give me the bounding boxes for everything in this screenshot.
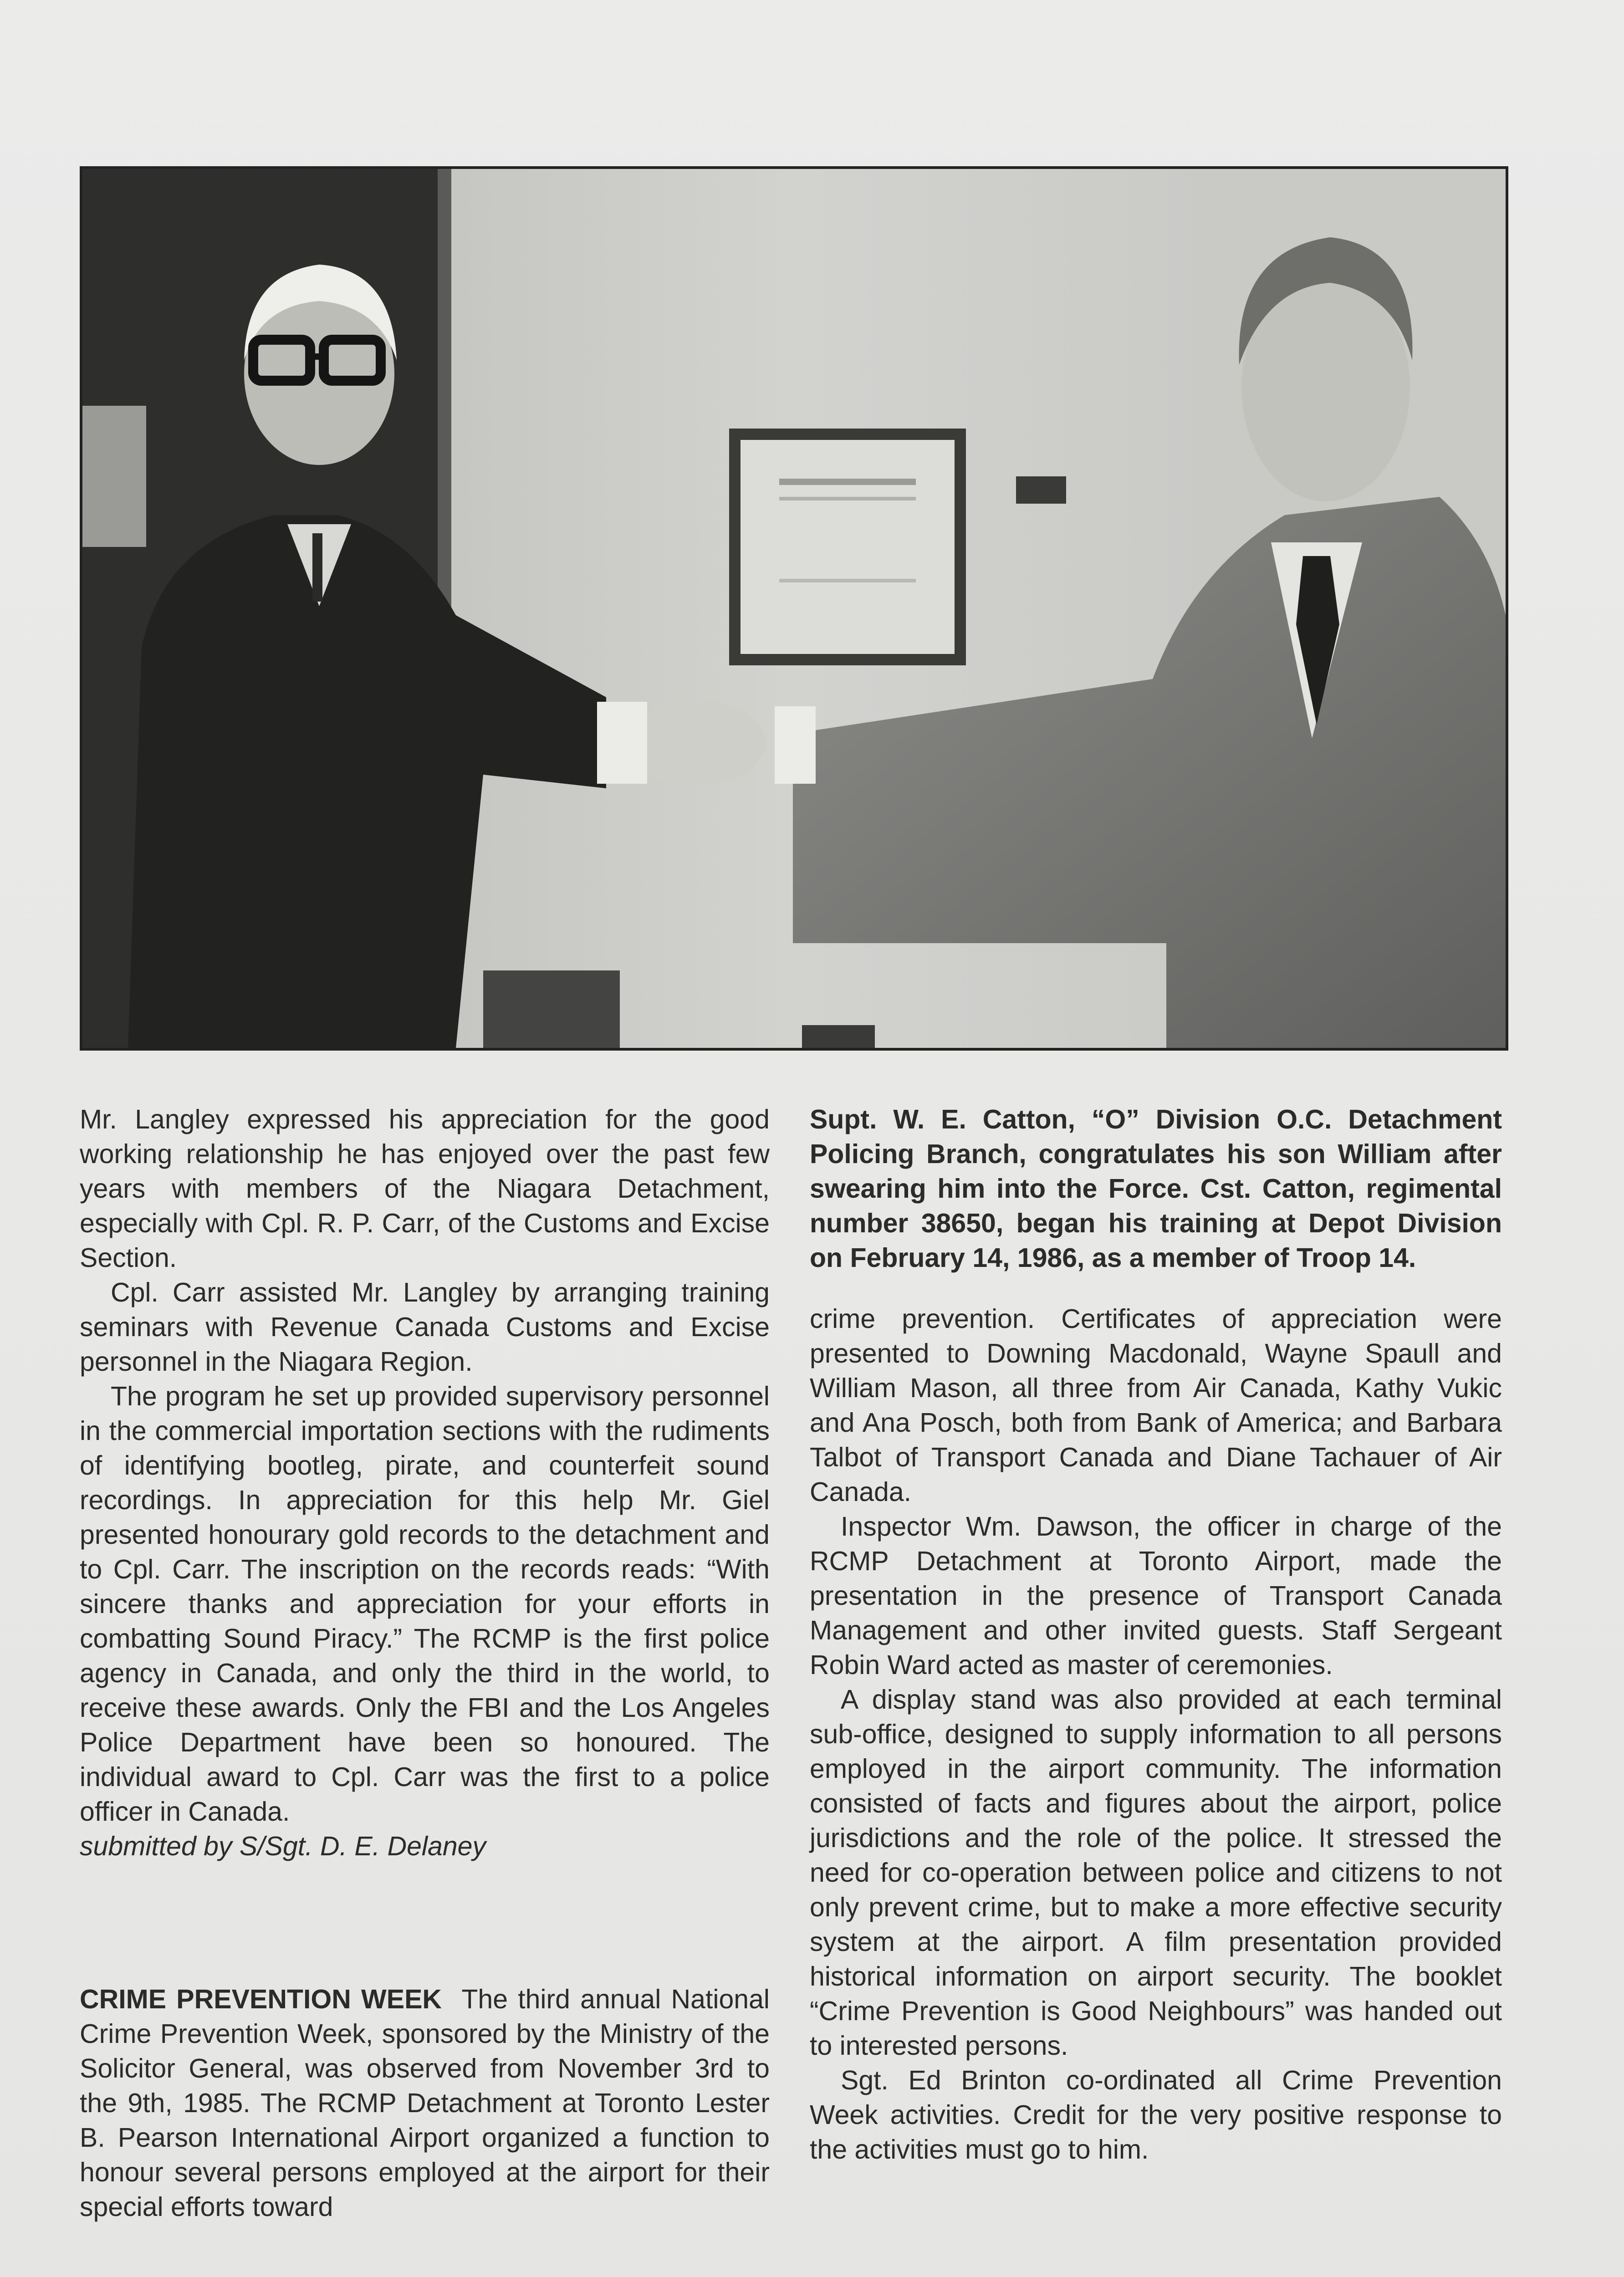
paragraph: Inspector Wm. Dawson, the officer in charge of the RCMP Detachment at Toronto Airport, made the presentation in the presence of Transport Canada Management and other invited guests. Staff Sergeant Robin Ward acted as master of ceremonies. [810, 1511, 1502, 1680]
left-column [80, 1102, 770, 2224]
paragraph: A display stand was also provided at each terminal sub-office, designed to supply information to all persons employed in the airport community. The information consisted of facts and figures about the airport, police jurisdictions and the role of the police. It stressed the need for co-operation between police and citizens to not only prevent crime, but to make a more effective security system at the airport. A film presentation provided historical information on airport security. The booklet “Crime Prevention is Good Neighbours” was handed out to interested persons. [810, 1685, 1502, 2061]
photo-caption: Supt. W. E. Catton, “O” Division O.C. Detachment Policing Branch, congratulates his son William after swearing him into the Force. Cst. Catton, regimental number 38650, began his training at Depot Division on February 14, 1986, as a member of Troop 14. [810, 1104, 1502, 1273]
section-paragraph [80, 1982, 770, 2224]
paragraph: Sgt. Ed Brinton co-ordinated all Crime Prevention Week activities. Credit for the very positive response to the activities must go to him. [810, 2065, 1502, 2165]
right-column [810, 1102, 1502, 2167]
paragraph: Mr. Langley expressed his appreciation for the good working relationship he has enjoyed over the past few years with members of the Niagara Detachment, especially with Cpl. R. P. Carr, of the Customs and Excise Section. [80, 1104, 770, 1273]
paragraph: crime prevention. Certificates of appreciation were presented to Downing Macdonald, Wayne Spaull and William Mason, all three from Air Canada, Kathy Vukic and Ana Posch, both from Bank of America; and Barbara Talbot of Transport Canada and Diane Tachauer of Air Canada. [810, 1304, 1502, 1507]
article-signature: submitted by S/Sgt. D. E. Delaney [80, 1831, 486, 1861]
section-text: The third annual National Crime Prevention Week, sponsored by the Ministry of the Solicitor General, was observed from November 3rd to the 9th, 1985. The RCMP Detachment at Toronto Lester B. Pearson International Airport organized a function to honour several persons employed at the airport for their special efforts toward [80, 1984, 770, 2222]
section-heading: CRIME PREVENTION WEEK [80, 1984, 442, 2014]
paragraph: Cpl. Carr assisted Mr. Langley by arranging training seminars with Revenue Canada Customs and Excise personnel in the Niagara Region. [80, 1277, 770, 1377]
paragraph: The program he set up provided supervisory personnel in the commercial importation sections with the rudiments of identifying bootleg, pirate, and counterfeit sound recordings. In appreciation for this help Mr. Giel presented honourary gold records to the detachment and to Cpl. Carr. The inscription on the records reads: “With sincere thanks and appreciation for your efforts in combatting Sound Piracy.” The RCMP is the first police agency in Canada, and only the third in the world, to receive these awards. Only the FBI and the Los Angeles Police Department have been so honoured. The individual award to Cpl. Carr was the first to a police officer in Canada. [80, 1381, 770, 1827]
handshake-photo [80, 166, 1508, 1051]
handshake-photo-illustration [82, 169, 1506, 1048]
